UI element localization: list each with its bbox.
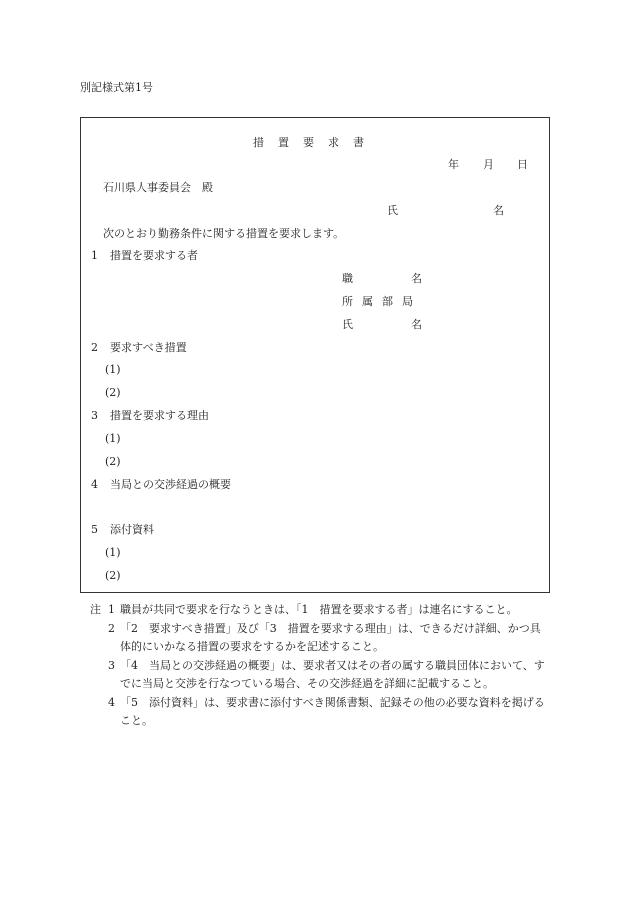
section-4-heading: 当局との交渉経過の概要 bbox=[110, 478, 231, 491]
note-number: 4 bbox=[108, 695, 115, 709]
section-4-number: 4 bbox=[91, 478, 98, 491]
date-year: 年 bbox=[448, 158, 459, 171]
section-1-number: 1 bbox=[91, 249, 98, 262]
note-number: 1 bbox=[108, 603, 115, 616]
section-5-heading: 添付資料 bbox=[110, 523, 154, 536]
section-2-item-1: (1) bbox=[105, 363, 121, 376]
signature-name-left: 氏 bbox=[387, 204, 398, 217]
section-3-heading: 措置を要求する理由 bbox=[110, 409, 209, 422]
note-item bbox=[90, 657, 550, 694]
note-text: 職員が共同で要求を行なうときは、「1 措置を要求する者」は連名にすること。 bbox=[120, 603, 518, 616]
note-number: 2 bbox=[108, 621, 115, 635]
section-3-number: 3 bbox=[91, 409, 98, 422]
section-5-item-1: (1) bbox=[105, 546, 121, 559]
department-label: 所属部局 bbox=[342, 295, 422, 308]
note-item bbox=[90, 620, 550, 657]
note-text: 「2 要求すべき措置」及び「3 措置を要求する理由」は、できるだけ詳細、かつ具体的にいかなる措置の要求をするかを記述すること。 bbox=[120, 621, 541, 653]
section-1-heading: 措置を要求する者 bbox=[110, 249, 198, 262]
requester-name-right: 名 bbox=[411, 318, 422, 331]
intro-text: 次のとおり勤務条件に関する措置を要求します。 bbox=[103, 227, 345, 240]
requester-name-left: 氏 bbox=[342, 318, 353, 331]
position-label-right: 名 bbox=[411, 272, 422, 285]
request-form bbox=[80, 117, 550, 593]
section-2-item-2: (2) bbox=[105, 386, 121, 399]
section-2-heading: 要求すべき措置 bbox=[110, 341, 187, 354]
section-5-number: 5 bbox=[91, 523, 98, 536]
note-item bbox=[90, 694, 550, 731]
note-number: 3 bbox=[108, 658, 115, 672]
note-text: 「5 添付資料」は、要求書に添付すべき関係書類、記録その他の必要な資料を掲げること。 bbox=[120, 695, 545, 727]
notes-prefix: 注 bbox=[90, 603, 101, 616]
position-label-left: 職 bbox=[342, 272, 353, 285]
signature-name-right: 名 bbox=[493, 204, 504, 217]
form-title: 措置要求書 bbox=[253, 136, 378, 149]
note-item bbox=[90, 601, 550, 620]
section-3-item-1: (1) bbox=[105, 432, 121, 445]
notes bbox=[90, 601, 550, 731]
form-number-label: 別記様式第1号 bbox=[80, 81, 153, 94]
date-day: 日 bbox=[517, 158, 528, 171]
section-2-number: 2 bbox=[91, 341, 98, 354]
note-text: 「4 当局との交渉経過の概要」は、要求者又はその者の属する職員団体において、すでに当局と交渉を行なつている場合、その交渉経過を詳細に記載すること。 bbox=[120, 658, 545, 690]
section-5-item-2: (2) bbox=[105, 569, 121, 582]
date-month: 月 bbox=[483, 158, 494, 171]
section-3-item-2: (2) bbox=[105, 455, 121, 468]
addressee: 石川県人事委員会 殿 bbox=[103, 181, 213, 194]
